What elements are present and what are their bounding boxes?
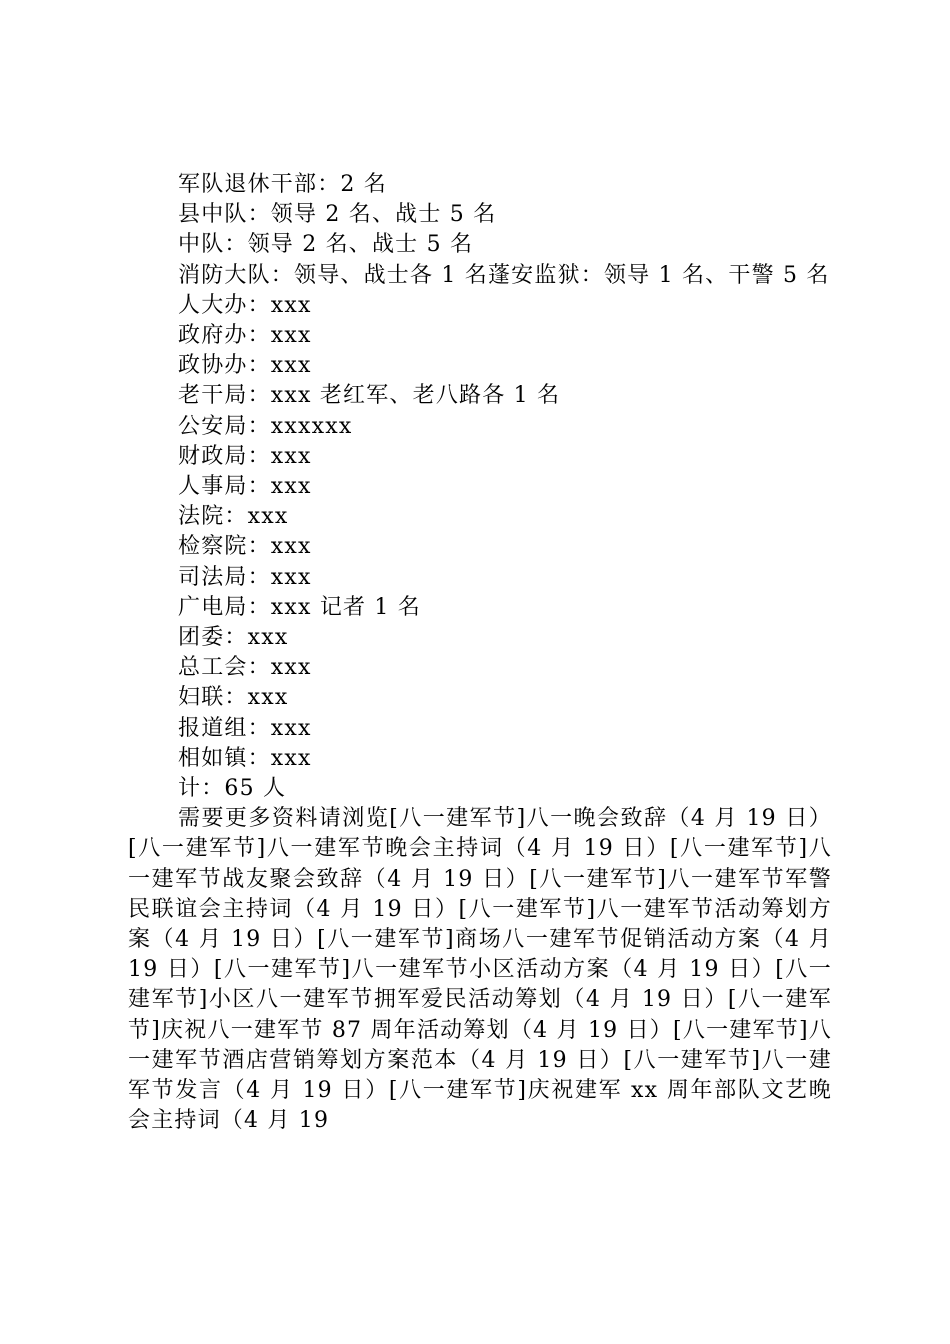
list-item: 公安局：xxxxxx bbox=[178, 413, 353, 439]
list-item: 妇联：xxx bbox=[178, 685, 289, 711]
text-line-fire-brigade: 消防大队：领导、战士各 1 名蓬安监狱：领导 1 名、干警 5 名 bbox=[178, 262, 830, 288]
list-item: 政协办：xxx bbox=[178, 353, 312, 379]
list-item: 法院：xxx bbox=[178, 504, 289, 530]
list-item: 检察院：xxx bbox=[178, 534, 312, 560]
list-item: 人事局：xxx bbox=[178, 474, 312, 500]
list-item: 老干局：xxx 老红军、老八路各 1 名 bbox=[178, 383, 561, 409]
list-item: 相如镇：xxx bbox=[178, 745, 312, 771]
text-line: 中队：领导 2 名、战士 5 名 bbox=[178, 232, 474, 258]
text-line: 军队退休干部：2 名 bbox=[178, 172, 387, 197]
list-item: 总工会：xxx bbox=[178, 655, 312, 681]
list-item: 财政局：xxx bbox=[178, 443, 312, 469]
total-line: 计：65 人 bbox=[178, 776, 287, 802]
list-item: 广电局：xxx 记者 1 名 bbox=[178, 594, 421, 620]
list-item: 政府办：xxx bbox=[178, 323, 312, 349]
list-item: 团委：xxx bbox=[178, 625, 289, 651]
text-line: 县中队：领导 2 名、战士 5 名 bbox=[178, 202, 497, 228]
list-item: 司法局：xxx bbox=[178, 564, 312, 590]
more-resources-paragraph: 需要更多资料请浏览[八一建军节]八一晚会致辞（4 月 19 日）[八一建军节]八一建军节晚会主持词（4 月 19 日）[八一建军节]八一建军节战友聚会致辞（4 月 19 日）[八一建军节]八一建军节军警民联谊会主持词（4 月 19 日）[八一建军节]八一建军节活动筹划方案（4 月 19 日）[八一建军节]商场八一建军节促销活动方案（4 月 19 日）[八一建军节]八一建军节小区活动方案（4 月 19 日）[八一建军节]小区八一建军节拥军爱民活动筹划（4 月 19 日）[八一建军节]庆祝八一建军节 87 周年活动筹划（4 月 19 日）[八一建军节]八一建军节酒店营销筹划方案范本（4 月 19 日）[八一建军节]八一建军节发言（4 月 19 日）[八一建军节]庆祝建军 xx 周年部队文艺晚会主持词（4 月 19 bbox=[128, 806, 832, 1134]
list-item: 报道组：xxx bbox=[178, 715, 312, 741]
list-item: 人大办：xxx bbox=[178, 292, 312, 318]
document-body bbox=[128, 170, 832, 1137]
